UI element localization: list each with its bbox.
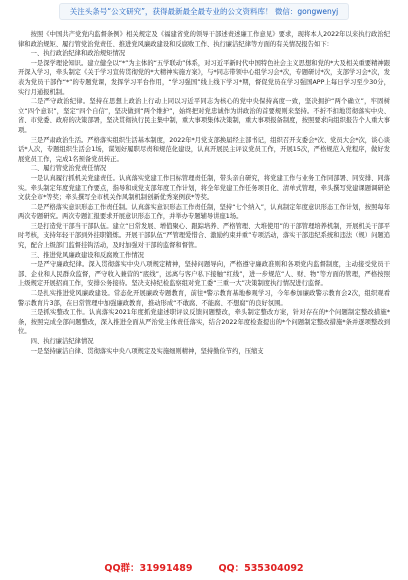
paragraph: 三是抓实整改工作。认真落实2021年度抓党建述职评议反馈问题整改，牵头制定整改方案，针对存在的*个问题制定整改措施*条，按照完成全部问题整改，深入推进全面从严治党主体责任落实，结合2022年度检查提出的*个问题制定整改措施*条并逐项整改到位。	[18, 309, 390, 336]
paragraph: 二是扎实推进党风廉政建设。常态化开展廉政专题教育，前往*警示教育基地参观学习，今年参加廉政警示教育会2次，组织观看警示教育片3部，在日常管理中加强廉政教育，推动形成“不敢腐、不能腐、不想腐”的良好氛围。	[18, 290, 390, 307]
paragraph: 一是深学理论知识。建立健全以“*”为主体的“五学联动”体系，对习近平新时代中国特色社会主义思想和党的*大及相关重要精神跟开深入学习，牵头制定《关于学习宣传贯彻党的*大精神实施方案》，与*同志带领中心组学习会*次，专题研讨*次，支部学习会*次，发表为党员干部作“*”的专题党课，发挥学习平台作用，“学习强国”线上线下学习*期，督促党员在学习强国APP上每日学习至少30分，实行月通报机制。	[18, 59, 390, 96]
paragraph: 一是严守廉政纪律。深入贯彻落实中央八项规定精神，坚持问题导向，严格遵守廉政准则和各项党内监督制度，主动接受党员干部、企业和人民群众监督，严守收入兼营的“底线”，远离与客户私下接触“红线”，进一步规范“人、财、物”等方面的管理，严格按照上级规定开展招商工作，安排公务接待。坚决支持纪检监察组对党工委“三重一大”决策制度执行情况进行监督。	[18, 261, 390, 288]
top-banner	[0, 0, 408, 22]
paragraph: 三是严肃政治生活。严格落实组织生活基本制度，2022年*月党支部换届经主部书记，组织召开支委会*次、党员大会*次，谈心谈话*人次，专题组织生活会1场，谋划好履职尽责和规范化建设，认真开展民主评议党员工作，开展15次，严格规范入党程序，做好发展党员工作，完成1名预备党员转正。	[18, 136, 390, 163]
paragraph: 一是坚持廉洁自律、贯彻落实中央八项规定及实施细则精神，坚持勤俭节约，压缩支	[30, 347, 264, 355]
section-heading: 四、执行廉洁纪律情况	[30, 338, 94, 345]
paragraph: 二是严守政治纪律。坚持在思想上政治上行动上同以习近平同志为核心的党中央保持高度一致，坚决拥护“两个确立”，牢固树立“四个意识”，坚定“四个自信”，坚决做到“两个维护”，始终把对党忠诚作为讲政治的首要规则来坚持。不折不扣地贯彻落实中央、省、市党委、政府的决策部署，坚决贯彻执行民主集中制，重大事项集体决策制，重大事项报备制度，按照要求向组织报告个人重大事项。	[18, 98, 390, 134]
intro-paragraph: 按照《中国共产党党内监督条例》相关规定及《福建省党的领导干部述责述廉工作意见》要求，现将本人2022年以来执行政治纪律和政治规矩、履行管党治党责任、推进党风廉政建设和反腐败工作、执行廉洁纪律等方面的有关情况报告如下：	[18, 31, 390, 48]
section-heading: 一、执行政治纪律和政治规矩情况	[30, 50, 126, 58]
section-heading: 三、推进党风廉政建设和反腐败工作情况	[30, 251, 144, 259]
banner-text: 关注头条号“公文研究”，获得最新最全最专业的公文资料库！ 微信：gongwenyj	[59, 3, 350, 20]
footer-contacts	[0, 560, 408, 574]
paragraph: 三是打造党干部当干部队伍。建立“日常发展、增值聚心、跟踪培养、严格管理、大堆使用”的干部管理培养机制，开展机关干部平时考核，支持年轻干部到外挂职锻炼。开展干部队伍“严管理爱惜合、激励约束并重”专项活动，落实干部违纪系统和违法（规）问题追究，配合上级部门监督挂钩活动，及时加强对干部的监督和督管。	[18, 222, 390, 250]
qq-group-text: QQ群：31991489	[104, 563, 193, 574]
document-body	[18, 30, 390, 356]
paragraph: 二是严格落实意识形态工作责任制。认真落实意识形态工作责任制，坚持“七个纳入”，认真制定年度意识形态工作计划，按照每年两次专题研究。两次专题汇报要求开展意识形态工作，并举办专题辅导讲座1场。	[18, 203, 390, 221]
qq-text: QQ：535304092	[218, 563, 304, 574]
paragraph: 一是认真履行抓机关党建责任。认真落实党建工作目标管理责任制，带头亲自研究，将党建工作与业务工作同部署、同安排、同落实。牵头制定年度党建工作要点，指导和成党支部年度工作计划，将全年党建工作任务项目化、清单式管理，牵头撰写党建课题调研论文获全市*等奖；牵头撰写全市机关作风制机制创新优秀案例获*等奖。	[18, 174, 390, 202]
section-heading: 二、履行管党治党责任情况	[30, 165, 107, 173]
